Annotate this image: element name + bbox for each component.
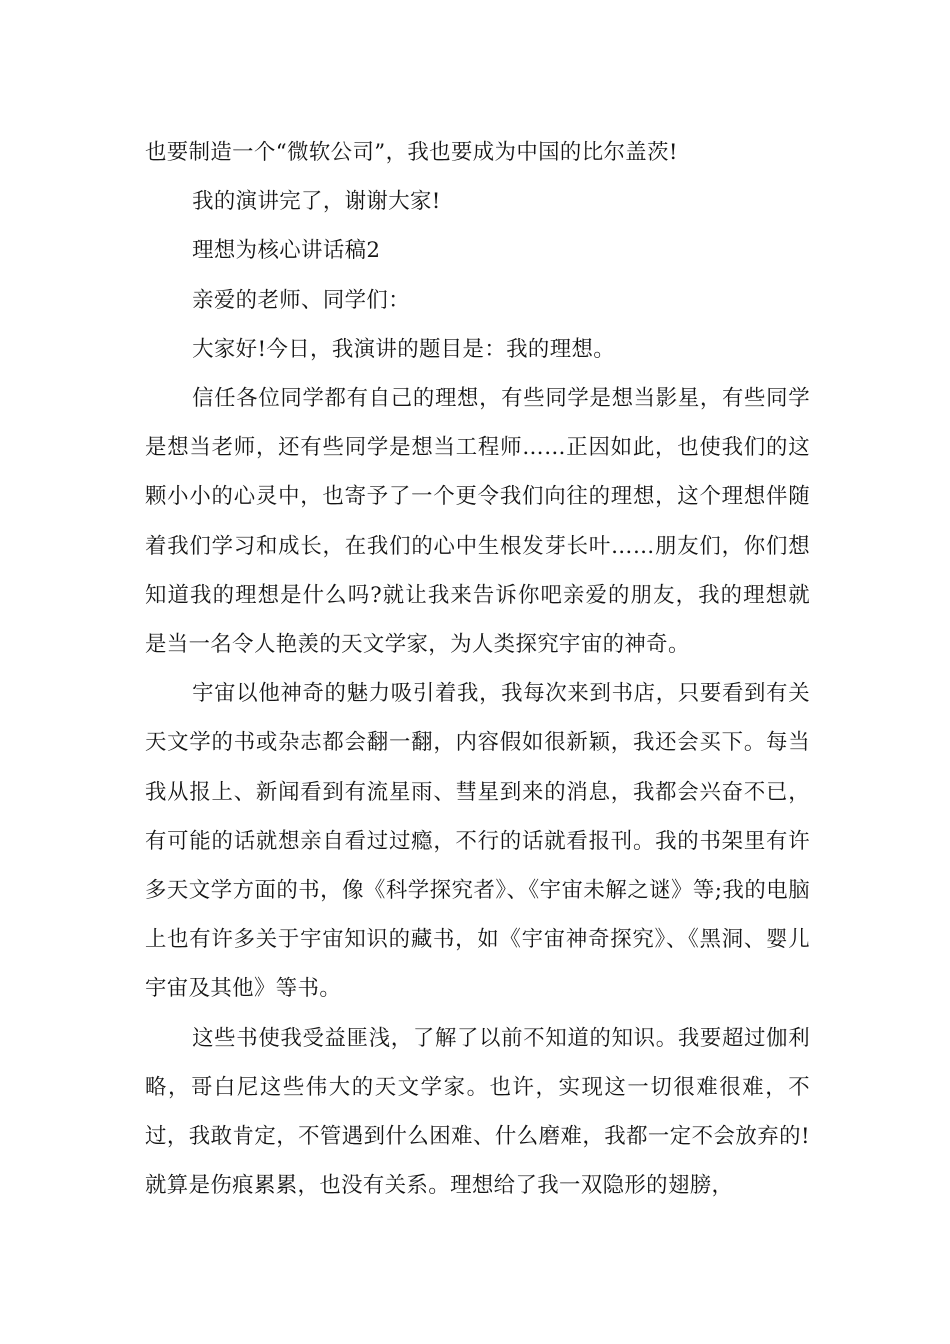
salutation: 亲爱的老师、同学们： <box>192 287 410 313</box>
paragraph-7: 宇宙以他神奇的魅力吸引着我，我每次来到书店，只要看到有关天文学的书或杂志都会翻一翻，内容假如很新颖，我还会买下。每当我从报上、新闻看到有流星雨、彗星到来的消息，我都会兴奋不已，有可能的话就想亲自看过过瘾，不行的话就看报刊。我的书架里有许多天文学方面的书，像《科学探究者》、《宇宙未解之谜》等;我的电脑上也有许多关于宇宙知识的藏书，如《宇宙神奇探究》、《黑洞、婴儿宇宙及其他》等书。 <box>145 681 810 1002</box>
paragraph-6: 信任各位同学都有自己的理想，有些同学是想当影星，有些同学是想当老师，还有些同学是想当工程师……正因如此，也使我们的这颗小小的心灵中，也寄予了一个更令我们向往的理想，这个理想伴随着我们学习和成长，在我们的心中生根发芽长叶……朋友们，你们想知道我的理想是什么吗?就让我来告诉你吧亲爱的朋友，我的理想就是当一名令人艳羡的天文学家，为人类探究宇宙的神奇。 <box>145 386 810 658</box>
paragraph-1: 也要制造一个“微软公司”，我也要成为中国的比尔盖茨! <box>145 140 678 165</box>
section-title: 理想为核心讲话稿2 <box>192 238 381 264</box>
paragraph-2: 我的演讲完了，谢谢大家! <box>192 189 441 215</box>
document-body <box>145 128 810 1210</box>
paragraph-8: 这些书使我受益匪浅，了解了以前不知道的知识。我要超过伽利略，哥白尼这些伟大的天文学家。也许，实现这一切很难很难，不过，我敢肯定，不管遇到什么困难、什么磨难，我都一定不会放弃的!就算是伤痕累累，也没有关系。理想给了我一双隐形的翅膀， <box>145 1025 810 1199</box>
paragraph-greeting: 大家好!今日，我演讲的题目是：我的理想。 <box>192 336 616 362</box>
